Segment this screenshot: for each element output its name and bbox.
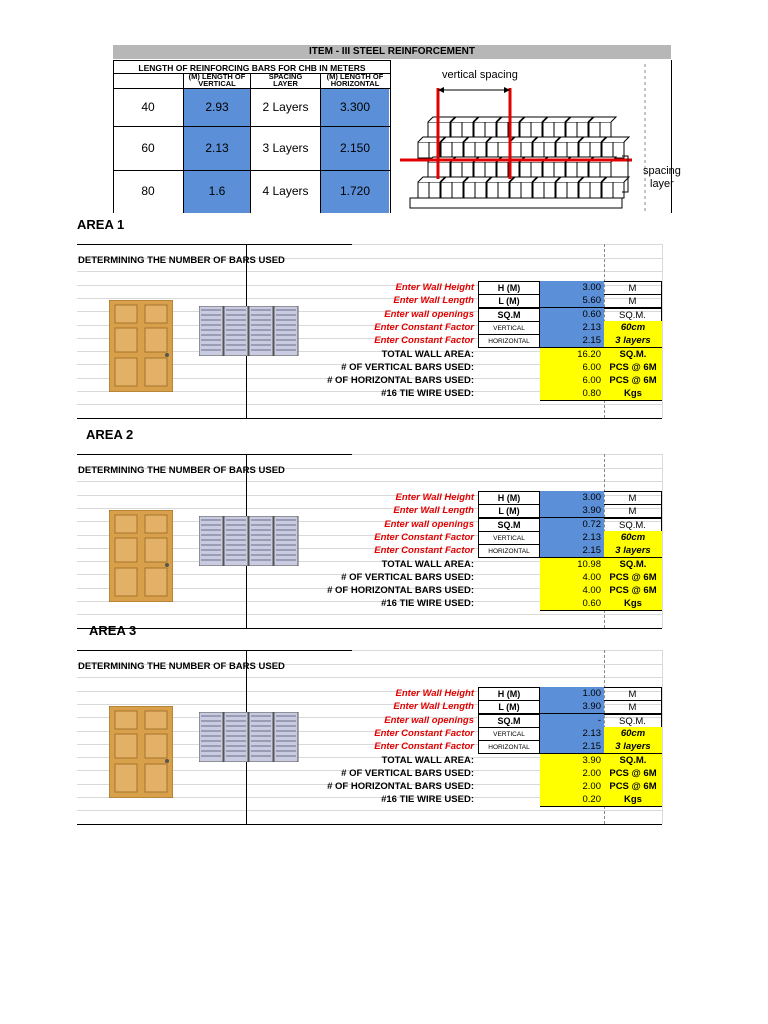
chb-block-top <box>589 117 616 122</box>
door-panel <box>115 328 137 352</box>
chb-block-top <box>556 177 583 182</box>
window-panel <box>249 306 273 356</box>
chb-block-top <box>418 177 445 182</box>
grid-line <box>77 677 662 678</box>
door-panel <box>145 305 167 323</box>
window-panel <box>199 306 223 356</box>
table-subtitle: LENGTH OF REINFORCING BARS FOR CHB IN METERS <box>113 60 391 74</box>
window-panel <box>224 516 248 566</box>
row-label: Enter Constant Factor <box>374 532 474 543</box>
grid-line <box>77 810 662 811</box>
unit-value: Kgs <box>604 387 662 401</box>
window-panel <box>199 516 223 566</box>
value-field[interactable]: 4.00 <box>540 584 604 598</box>
value-field[interactable]: 2.15 <box>540 740 604 754</box>
door-panel <box>145 358 167 386</box>
unit-label: HORIZONTAL <box>478 740 540 754</box>
unit-label: SQ.M <box>478 518 540 532</box>
row-divider <box>113 88 391 89</box>
door-image <box>109 510 173 602</box>
row-label: Enter Constant Factor <box>374 545 474 556</box>
value-field[interactable]: 4.00 <box>540 571 604 585</box>
window-image <box>199 306 299 356</box>
chb-blocks <box>410 117 629 208</box>
value-field[interactable]: 3.00 <box>540 281 604 295</box>
door-panel <box>145 538 167 562</box>
unit-value: 60cm <box>604 531 662 545</box>
row-label: Enter Wall Length <box>393 505 474 516</box>
unit-value: PCS @ 6M <box>604 374 662 388</box>
chb-block-top <box>602 177 629 182</box>
chb-block-top <box>510 137 537 142</box>
chb-block-top <box>602 137 629 142</box>
row-label: #16 TIE WIRE USED: <box>381 598 474 609</box>
door-image <box>109 706 173 798</box>
unit-value: M <box>604 700 662 714</box>
unit-value: 3 layers <box>604 740 662 754</box>
section-heading: DETERMINING THE NUMBER OF BARS USED <box>78 465 285 476</box>
unit-value: Kgs <box>604 793 662 807</box>
grid-bottom-line <box>77 628 662 629</box>
unit-value: SQ.M. <box>604 308 662 322</box>
section-heading: DETERMINING THE NUMBER OF BARS USED <box>78 255 285 266</box>
unit-value: SQ.M. <box>604 714 662 728</box>
value-field[interactable]: 1.00 <box>540 687 604 701</box>
header-spacing <box>250 73 321 87</box>
header-horizontal <box>321 73 389 87</box>
window-panel <box>199 712 223 762</box>
chb-block-top <box>464 137 491 142</box>
area-title: AREA 3 <box>89 623 137 638</box>
unit-value: M <box>604 687 662 701</box>
door-panel <box>145 568 167 596</box>
row-label: Enter Constant Factor <box>374 322 474 333</box>
value-field[interactable]: - <box>540 714 604 728</box>
window-panel <box>249 712 273 762</box>
unit-label: HORIZONTAL <box>478 544 540 558</box>
value-field[interactable]: 3.00 <box>540 491 604 505</box>
value-field[interactable]: 3.90 <box>540 754 604 768</box>
unit-value: 60cm <box>604 321 662 335</box>
row-label: Enter Wall Height <box>395 688 474 699</box>
grid-line <box>77 614 662 615</box>
chb-block-top <box>579 137 606 142</box>
unit-label: L (M) <box>478 294 540 308</box>
horizontal-length: 2.150 <box>339 141 371 155</box>
header-spacing-line2: LAYER <box>273 79 298 87</box>
door-panel <box>145 764 167 792</box>
row-label: Enter Wall Length <box>393 701 474 712</box>
chb-wall-diagram <box>400 64 670 214</box>
unit-value: SQ.M. <box>604 754 662 768</box>
value-field[interactable]: 2.15 <box>540 334 604 348</box>
value-field[interactable]: 6.00 <box>540 361 604 375</box>
item-title: ITEM - III STEEL REINFORCEMENT <box>113 45 671 59</box>
row-label: Enter wall openings <box>384 309 474 320</box>
vertical-length: 1.6 <box>208 184 226 198</box>
header-horizontal-line2: HORIZONTAL <box>330 79 380 87</box>
spacing-value: 60 <box>141 141 155 155</box>
unit-label: SQ.M <box>478 714 540 728</box>
layer-count: 2 Layers <box>262 100 309 114</box>
unit-label: H (M) <box>478 687 540 701</box>
chb-block-top <box>510 177 537 182</box>
chb-block-top <box>543 117 570 122</box>
value-field[interactable]: 0.60 <box>540 597 604 611</box>
grid-line <box>77 481 662 482</box>
door-image <box>109 300 173 392</box>
row-label: Enter Constant Factor <box>374 741 474 752</box>
door-panel <box>115 711 137 729</box>
unit-value: SQ.M. <box>604 558 662 572</box>
vertical-length: 2.93 <box>205 100 229 114</box>
door-panel <box>145 734 167 758</box>
value-field[interactable]: 2.00 <box>540 767 604 781</box>
layer-count: 3 Layers <box>262 141 309 155</box>
value-field[interactable]: 2.00 <box>540 780 604 794</box>
grid-bottom-line <box>77 418 662 419</box>
door-panel <box>115 358 137 386</box>
value-field[interactable]: 0.60 <box>540 308 604 322</box>
unit-value: PCS @ 6M <box>604 767 662 781</box>
door-panel <box>115 305 137 323</box>
window-panel <box>274 516 298 566</box>
unit-value: 60cm <box>604 727 662 741</box>
grid-line <box>352 650 662 651</box>
value-field[interactable]: 6.00 <box>540 374 604 388</box>
row-label: # OF HORIZONTAL BARS USED: <box>327 781 474 792</box>
value-field[interactable]: 2.13 <box>540 531 604 545</box>
grid-bottom-line <box>77 824 662 825</box>
row-divider <box>113 170 391 171</box>
row-label: Enter wall openings <box>384 715 474 726</box>
chb-block-top <box>441 177 468 182</box>
chb-block-top <box>579 177 606 182</box>
header-vertical-line2: VERTICAL <box>198 79 236 87</box>
row-label: # OF VERTICAL BARS USED: <box>341 362 474 373</box>
row-label: TOTAL WALL AREA: <box>381 755 474 766</box>
row-label: Enter Wall Height <box>395 492 474 503</box>
unit-label: VERTICAL <box>478 321 540 335</box>
row-divider <box>113 126 391 127</box>
unit-value: SQ.M. <box>604 348 662 362</box>
door-knob <box>165 563 169 567</box>
unit-value: PCS @ 6M <box>604 361 662 375</box>
header-vertical-line1: (M) LENGTH OF <box>188 73 246 81</box>
vertical-spacing-label: vertical spacing <box>442 69 518 81</box>
chb-block-top <box>533 137 560 142</box>
row-label: # OF HORIZONTAL BARS USED: <box>327 375 474 386</box>
door-panel <box>145 328 167 352</box>
row-label: # OF VERTICAL BARS USED: <box>341 572 474 583</box>
area-title: AREA 1 <box>77 217 125 232</box>
window-panel <box>274 306 298 356</box>
unit-label: L (M) <box>478 700 540 714</box>
row-label: Enter wall openings <box>384 519 474 530</box>
header-horizontal-line1: (M) LENGTH OF <box>326 73 384 81</box>
door-panel <box>115 538 137 562</box>
unit-label: L (M) <box>478 504 540 518</box>
door-panel <box>115 515 137 533</box>
unit-label: HORIZONTAL <box>478 334 540 348</box>
unit-value: M <box>604 504 662 518</box>
chb-block-top <box>428 117 455 122</box>
chb-block-top <box>474 117 501 122</box>
unit-label: H (M) <box>478 281 540 295</box>
unit-value: 3 layers <box>604 334 662 348</box>
door-panel <box>145 711 167 729</box>
chb-block-top <box>533 177 560 182</box>
chb-block-top <box>441 137 468 142</box>
unit-label: H (M) <box>478 491 540 505</box>
grid-top-line <box>77 244 352 245</box>
grid-line <box>77 404 662 405</box>
row-label: Enter Constant Factor <box>374 728 474 739</box>
door-panel <box>115 734 137 758</box>
spacing-value: 40 <box>141 100 155 114</box>
window-panel <box>224 306 248 356</box>
grid-top-line <box>77 454 352 455</box>
grid-line <box>352 244 662 245</box>
unit-value: 3 layers <box>604 544 662 558</box>
unit-value: Kgs <box>604 597 662 611</box>
unit-value: SQ.M. <box>604 518 662 532</box>
layer-label: layer <box>650 178 674 190</box>
spacing-value: 80 <box>141 184 155 198</box>
unit-value: PCS @ 6M <box>604 571 662 585</box>
window-panel <box>224 712 248 762</box>
chb-block-top <box>556 137 583 142</box>
vertical-length: 2.13 <box>205 141 229 155</box>
row-label: #16 TIE WIRE USED: <box>381 794 474 805</box>
door-panel <box>145 515 167 533</box>
unit-value: PCS @ 6M <box>604 780 662 794</box>
window-image <box>199 712 299 762</box>
value-field[interactable]: 3.90 <box>540 504 604 518</box>
row-label: TOTAL WALL AREA: <box>381 349 474 360</box>
value-field[interactable]: 0.72 <box>540 518 604 532</box>
unit-label: VERTICAL <box>478 727 540 741</box>
grid-line <box>77 271 662 272</box>
grid-line <box>662 244 663 418</box>
row-label: Enter Wall Length <box>393 295 474 306</box>
value-field[interactable]: 0.20 <box>540 793 604 807</box>
grid-line <box>662 454 663 628</box>
value-field[interactable]: 0.80 <box>540 387 604 401</box>
chb-block-top <box>451 117 478 122</box>
spacing-label: spacing <box>643 165 681 177</box>
unit-value: M <box>604 281 662 295</box>
value-field[interactable]: 3.90 <box>540 700 604 714</box>
unit-value: PCS @ 6M <box>604 584 662 598</box>
section-heading: DETERMINING THE NUMBER OF BARS USED <box>78 661 285 672</box>
header-vertical <box>184 73 250 87</box>
chb-block-top <box>418 137 445 142</box>
value-field[interactable]: 10.98 <box>540 558 604 572</box>
window-panel <box>249 516 273 566</box>
row-label: Enter Wall Height <box>395 282 474 293</box>
layer-count: 4 Layers <box>262 184 309 198</box>
row-label: #16 TIE WIRE USED: <box>381 388 474 399</box>
header-spacing-line1: SPACING <box>268 73 303 81</box>
value-field[interactable]: 2.13 <box>540 321 604 335</box>
value-field[interactable]: 16.20 <box>540 348 604 362</box>
grid-line <box>352 454 662 455</box>
chb-block-top <box>566 117 593 122</box>
chb-block-top <box>464 177 491 182</box>
row-label: TOTAL WALL AREA: <box>381 559 474 570</box>
door-panel <box>115 764 137 792</box>
row-label: # OF HORIZONTAL BARS USED: <box>327 585 474 596</box>
grid-line <box>662 650 663 824</box>
grid-top-line <box>77 650 352 651</box>
window-panel <box>274 712 298 762</box>
door-knob <box>165 353 169 357</box>
value-field[interactable]: 2.15 <box>540 544 604 558</box>
col-divider <box>390 60 391 213</box>
unit-value: M <box>604 294 662 308</box>
unit-label: SQ.M <box>478 308 540 322</box>
right-border <box>671 60 672 213</box>
value-field[interactable]: 5.60 <box>540 294 604 308</box>
horizontal-length: 3.300 <box>339 100 371 114</box>
window-image <box>199 516 299 566</box>
unit-label: VERTICAL <box>478 531 540 545</box>
row-label: Enter Constant Factor <box>374 335 474 346</box>
unit-value: M <box>604 491 662 505</box>
value-field[interactable]: 2.13 <box>540 727 604 741</box>
area-title: AREA 2 <box>86 427 134 442</box>
row-label: # OF VERTICAL BARS USED: <box>341 768 474 779</box>
horizontal-length: 1.720 <box>339 184 371 198</box>
door-knob <box>165 759 169 763</box>
door-panel <box>115 568 137 596</box>
footing <box>410 198 622 208</box>
chb-block-top <box>520 117 547 122</box>
